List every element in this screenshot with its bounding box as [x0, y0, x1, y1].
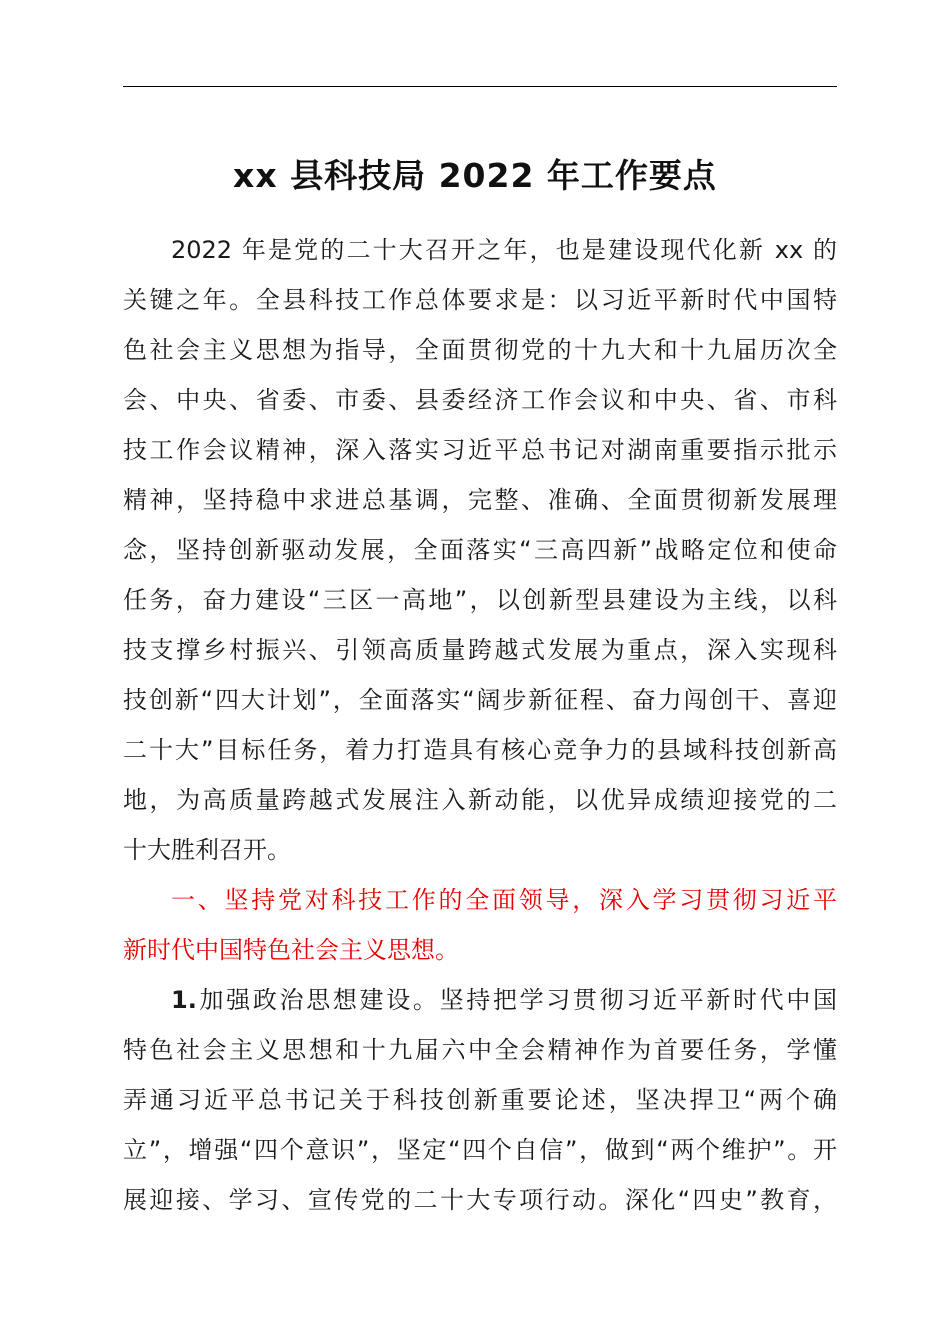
intro-line: 会、中央、省委、市委、县委经济工作会议和中央、省、市科	[123, 386, 837, 414]
document-body	[123, 225, 837, 1225]
item-1-number: 1.	[171, 986, 197, 1014]
intro-line: 技工作会议精神，深入落实习近平总书记对湖南重要指示批示	[123, 436, 837, 464]
intro-line: 技创新“四大计划”，全面落实“阔步新征程、奋力闯创干、喜迎	[123, 686, 837, 714]
intro-line: 十大胜利召开。	[123, 836, 291, 864]
item-1-line: 弄通习近平总书记关于科技创新重要论述，坚决捍卫“两个确	[123, 1086, 837, 1114]
intro-line: 关键之年。全县科技工作总体要求是：以习近平新时代中国特	[123, 286, 837, 314]
section-heading-1	[123, 875, 837, 975]
intro-line: 念，坚持创新驱动发展，全面落实“三高四新”战略定位和使命	[123, 536, 837, 564]
header-rule	[123, 86, 837, 87]
item-1-first-line	[123, 975, 837, 1025]
section-heading-line: 一、坚持党对科技工作的全面领导，深入学习贯彻习近平	[171, 886, 837, 914]
intro-line: 色社会主义思想为指导，全面贯彻党的十九大和十九届历次全	[123, 336, 837, 364]
intro-line: 任务，奋力建设“三区一高地”，以创新型县建设为主线，以科	[123, 586, 837, 614]
item-1-line: 展迎接、学习、宣传党的二十大专项行动。深化“四史”教育，	[123, 1186, 837, 1214]
intro-line: 地，为高质量跨越式发展注入新动能，以优异成绩迎接党的二	[123, 786, 837, 814]
intro-paragraph	[123, 225, 837, 875]
item-1-line: 立”，增强“四个意识”，坚定“四个自信”，做到“两个维护”。开	[123, 1136, 837, 1164]
item-1-line: 特色社会主义思想和十九届六中全会精神作为首要任务，学懂	[123, 1036, 837, 1064]
document-title: xx 县科技局 2022 年工作要点	[233, 156, 717, 195]
item-1-paragraph	[123, 975, 837, 1225]
intro-line: 二十大”目标任务，着力打造具有核心竞争力的县域科技创新高	[123, 736, 837, 764]
item-1-line: 加强政治思想建设。坚持把学习贯彻习近平新时代中国	[196, 986, 837, 1014]
intro-line: 精神，坚持稳中求进总基调，完整、准确、全面贯彻新发展理	[123, 486, 837, 514]
section-heading-line: 新时代中国特色社会主义思想。	[123, 936, 459, 964]
intro-line: 2022 年是党的二十大召开之年，也是建设现代化新 xx 的	[171, 236, 837, 264]
intro-line: 技支撑乡村振兴、引领高质量跨越式发展为重点，深入实现科	[123, 636, 837, 664]
